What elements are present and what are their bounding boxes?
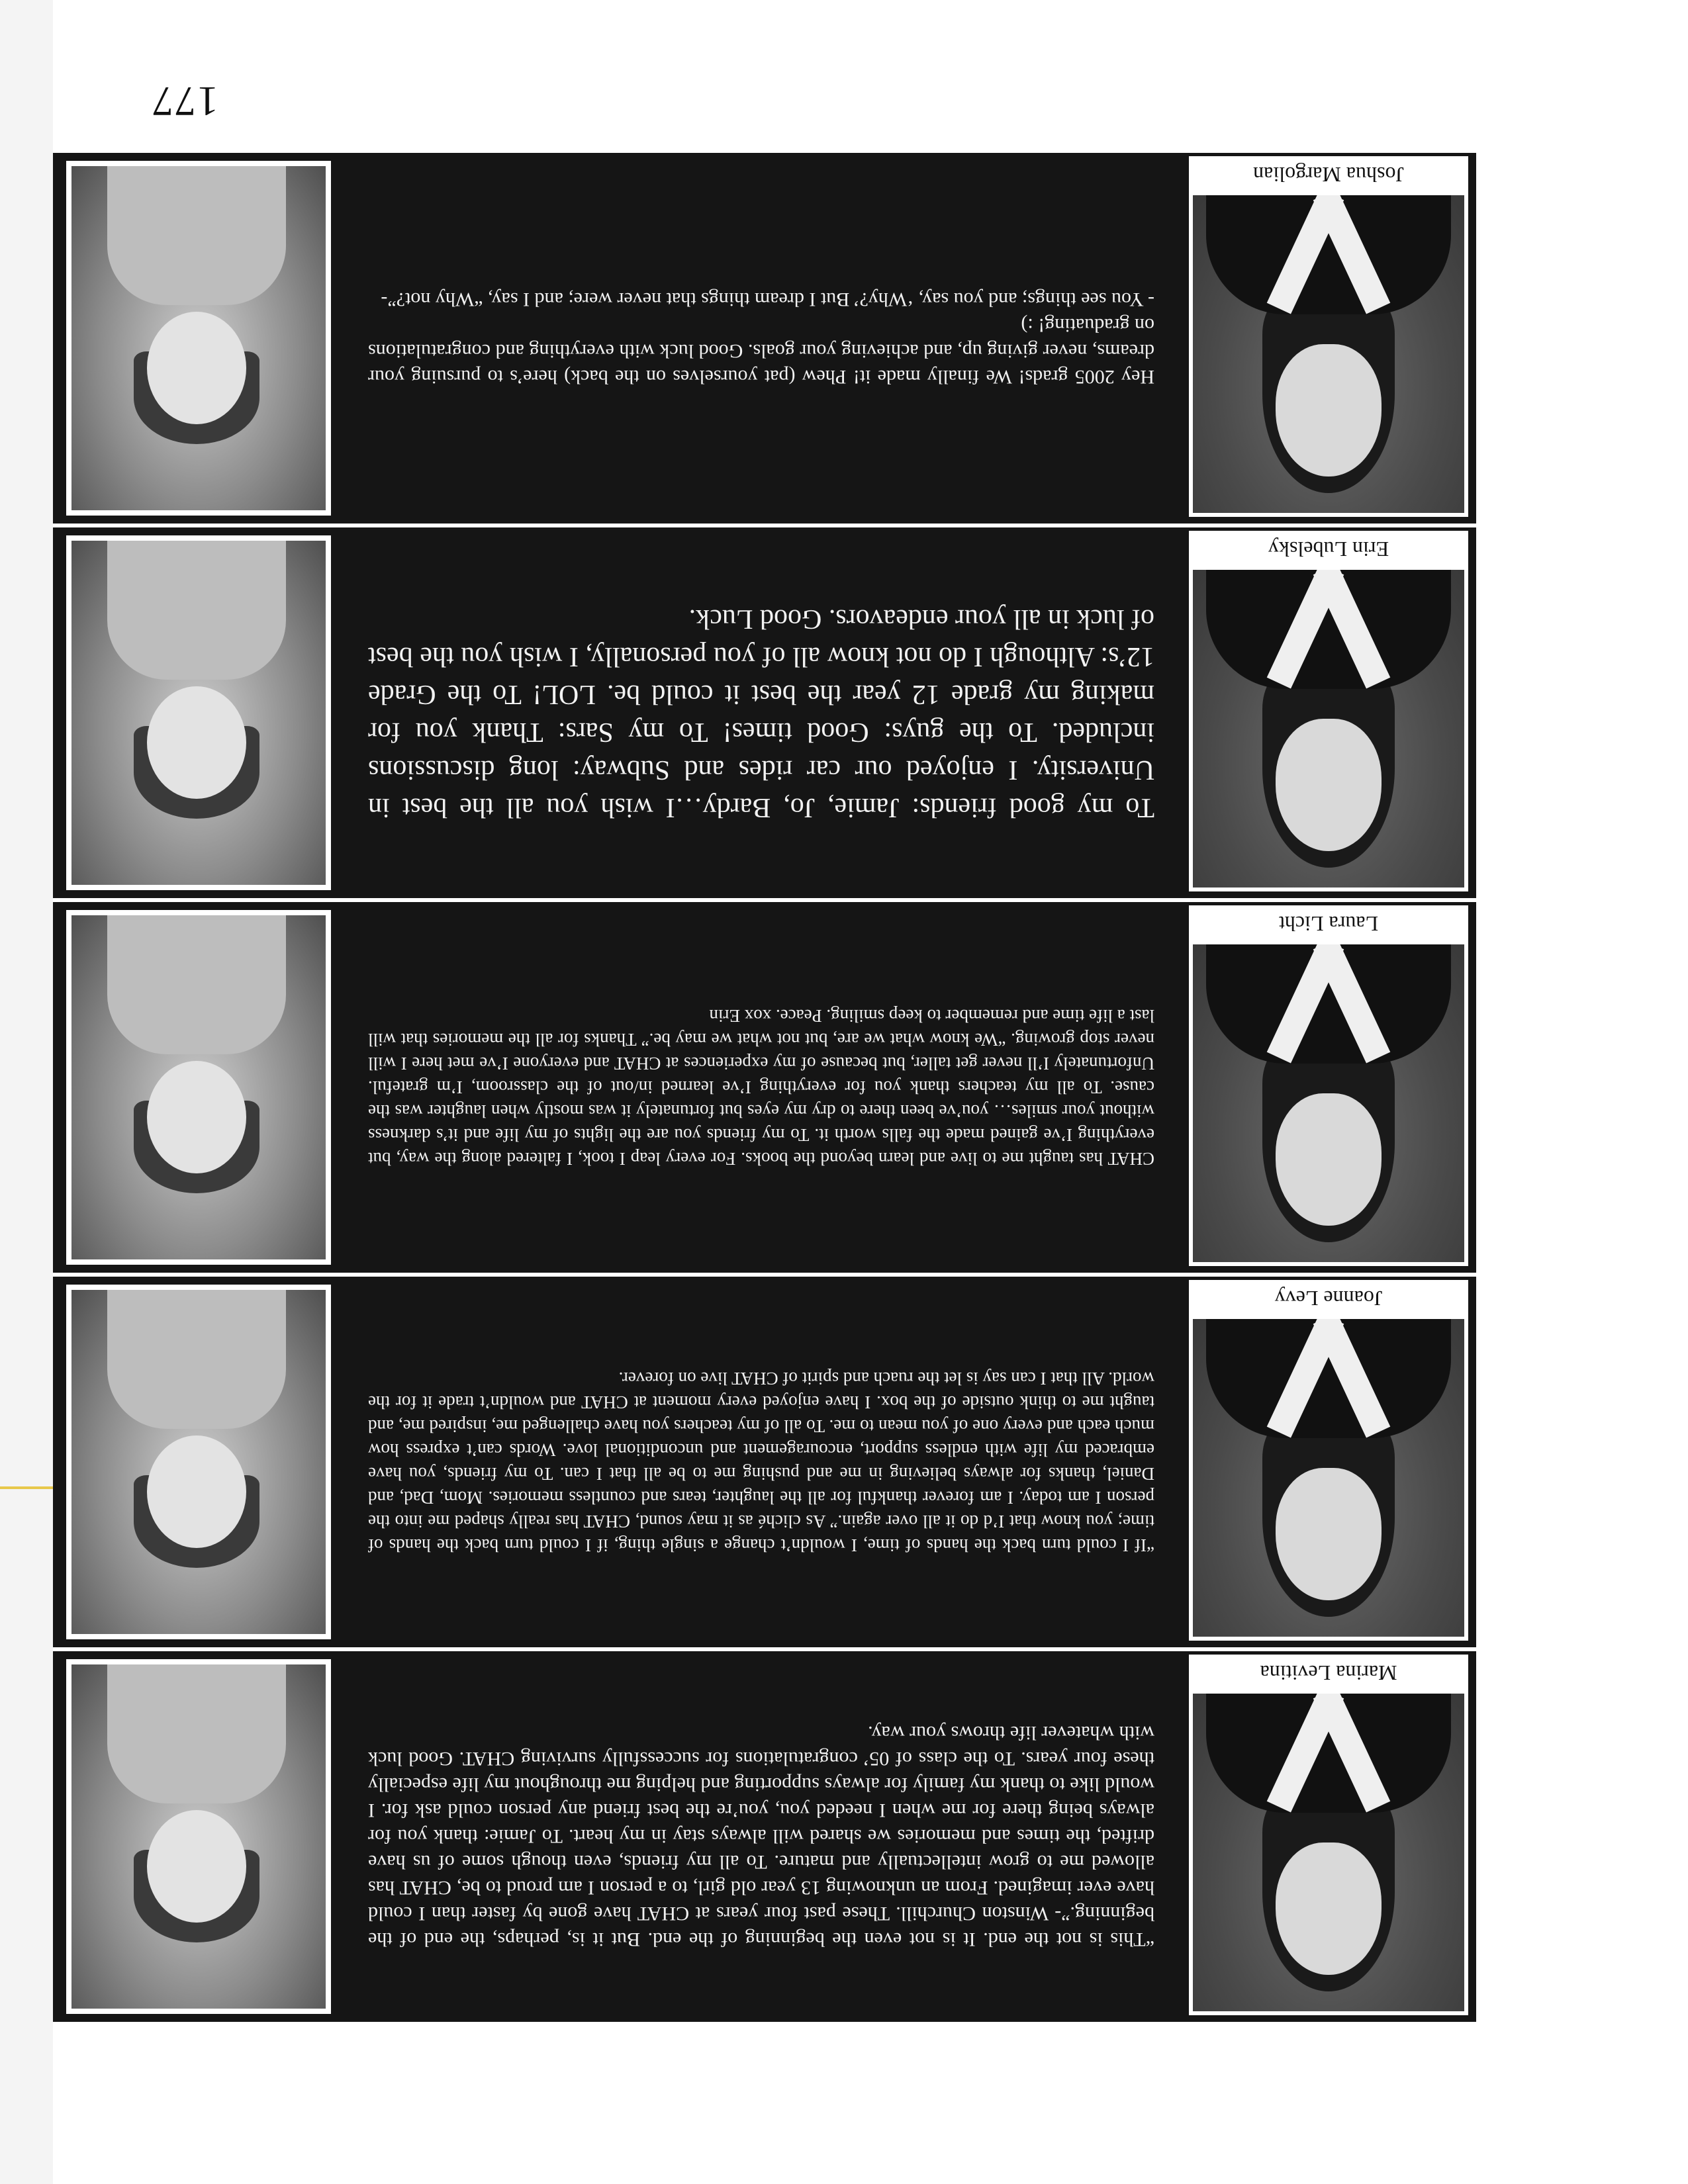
senior-message [344,527,1178,898]
senior-portrait [1193,570,1464,887]
senior-portrait-frame [1189,156,1468,517]
childhood-photo-frame [66,535,331,890]
senior-message-text: “This is not the end. It is not even the beginning of the end. But it is, perhaps, the end of the beginning.”- Winston Churchill. These past four years at CHAT have gone by faster than I could have ever imagined. From an unknowing 13 year old girl, to a person I am proud to be, CHAT has allowed me to grow intellectually and mature. To all my friends, even though some of us have drifted, the times and memories we shared will always stay in my heart. To Jamie: thank you for always being there for me when I needed you, you’re the best friend any person could ask for. I would like to thank my family for always supporting and helping me throughout my life especially these four years. To the class of 05’ congratulations for successfully surviving CHAT. Good luck with whatever life throws your way. [368,1722,1154,1951]
senior-message-text: To my good friends: Jamie, Jo, Bardy…I wish you all the best in University. I enjoyed our car rides and Subway: long discussions included. To the guys: Good times! To my Sars: Thank you for making my grade 12 year the best it could be. LOL! To the Grade 12’s: Although I do not know all of you personally, I wish you the best of luck in all your endeavors. Good Luck. [368,604,1154,823]
senior-message [344,153,1178,523]
childhood-photo-frame [66,910,331,1265]
senior-portrait-frame [1189,905,1468,1266]
childhood-photo [71,915,326,1259]
row-divider [53,898,1476,902]
row-divider [53,1647,1476,1651]
senior-entry [53,1277,1476,1647]
senior-message [344,1651,1178,2022]
senior-portrait [1193,195,1464,513]
childhood-photo [71,166,326,510]
childhood-photo [71,1664,326,2009]
scan-margin [0,0,53,2184]
senior-message-text: CHAT has taught me to live and learn beyond the books. For every leap I took, I faltered along the way, but everything I’ve gained made the falls worth it. To my friends you are the lights of my life and it’s darkness without your smiles… you’ve been there to dry my eyes but fortunately it was mostly when laughter was the cause. To all my teachers thank you for everything I’ve learned in/out of the classroom, I’m grateful. Unfortunately I’ll never get taller, but because of my experiences at CHAT and everyone I’ve met here I will never stop growing. “We know what we are, but not what we may be.” Thanks for all the memories that will last a life time and remember to keep smiling. Peace. xox Erin [368,1006,1154,1169]
childhood-photo [71,1290,326,1634]
senior-entry [53,1651,1476,2022]
senior-message [344,902,1178,1273]
senior-name: Marina Levitina [1260,1661,1397,1685]
senior-name: Joanne Levy [1274,1287,1383,1310]
senior-name: Joshua Margolian [1253,163,1404,187]
senior-name: Laura Licht [1278,912,1379,936]
senior-entry [53,527,1476,898]
row-divider [53,1273,1476,1277]
senior-entry [53,153,1476,523]
senior-name: Erin Lubelsky [1268,537,1389,561]
senior-message-text: Hey 2005 grads! We finally made it! Phew (pat yourselves on the back) here’s to pursuing your dreams, never giving up, and achieving your goals. Good luck with everything and congratulations on graduating! :) - You see things; and you say, ‘Why?’ But I dream things that never were; and I say, “Why not?”- [368,289,1154,388]
senior-portrait [1193,1694,1464,2011]
childhood-photo-frame [66,1285,331,1639]
senior-entry [53,902,1476,1273]
childhood-photo-frame [66,161,331,516]
page-number: 177 [151,78,218,125]
senior-portrait-frame [1189,1280,1468,1641]
senior-portrait-frame [1189,531,1468,891]
senior-message [344,1277,1178,1647]
childhood-photo [71,541,326,885]
row-divider [53,523,1476,527]
childhood-photo-frame [66,1659,331,2014]
senior-message-text: “If I could turn back the hands of time, I wouldn’t change a single thing, if I could turn back the hands of time; you know that I’d do it all over again.” As cliché as it may sound, CHAT has really shaped me into the person I am today. I am forever thankful for all the laughter, tears and countless memories. Mom, Dad, and Daniel, thanks for always believing in me and pushing me to be all that I can. To my friends, you have embraced my life with endless support, encouragement and unconditional love. Words can’t express how much each and every one of you mean to me. To all of my teachers you have challenged me, inspired me, and taught me to think outside of the box. I have enjoyed every moment at CHAT and wouldn’t trade it for the world. All that I can say is let the ruach and spirit of CHAT live on forever. [368,1369,1154,1555]
senior-portrait-frame [1189,1655,1468,2015]
senior-portrait [1193,944,1464,1262]
senior-portrait [1193,1319,1464,1637]
